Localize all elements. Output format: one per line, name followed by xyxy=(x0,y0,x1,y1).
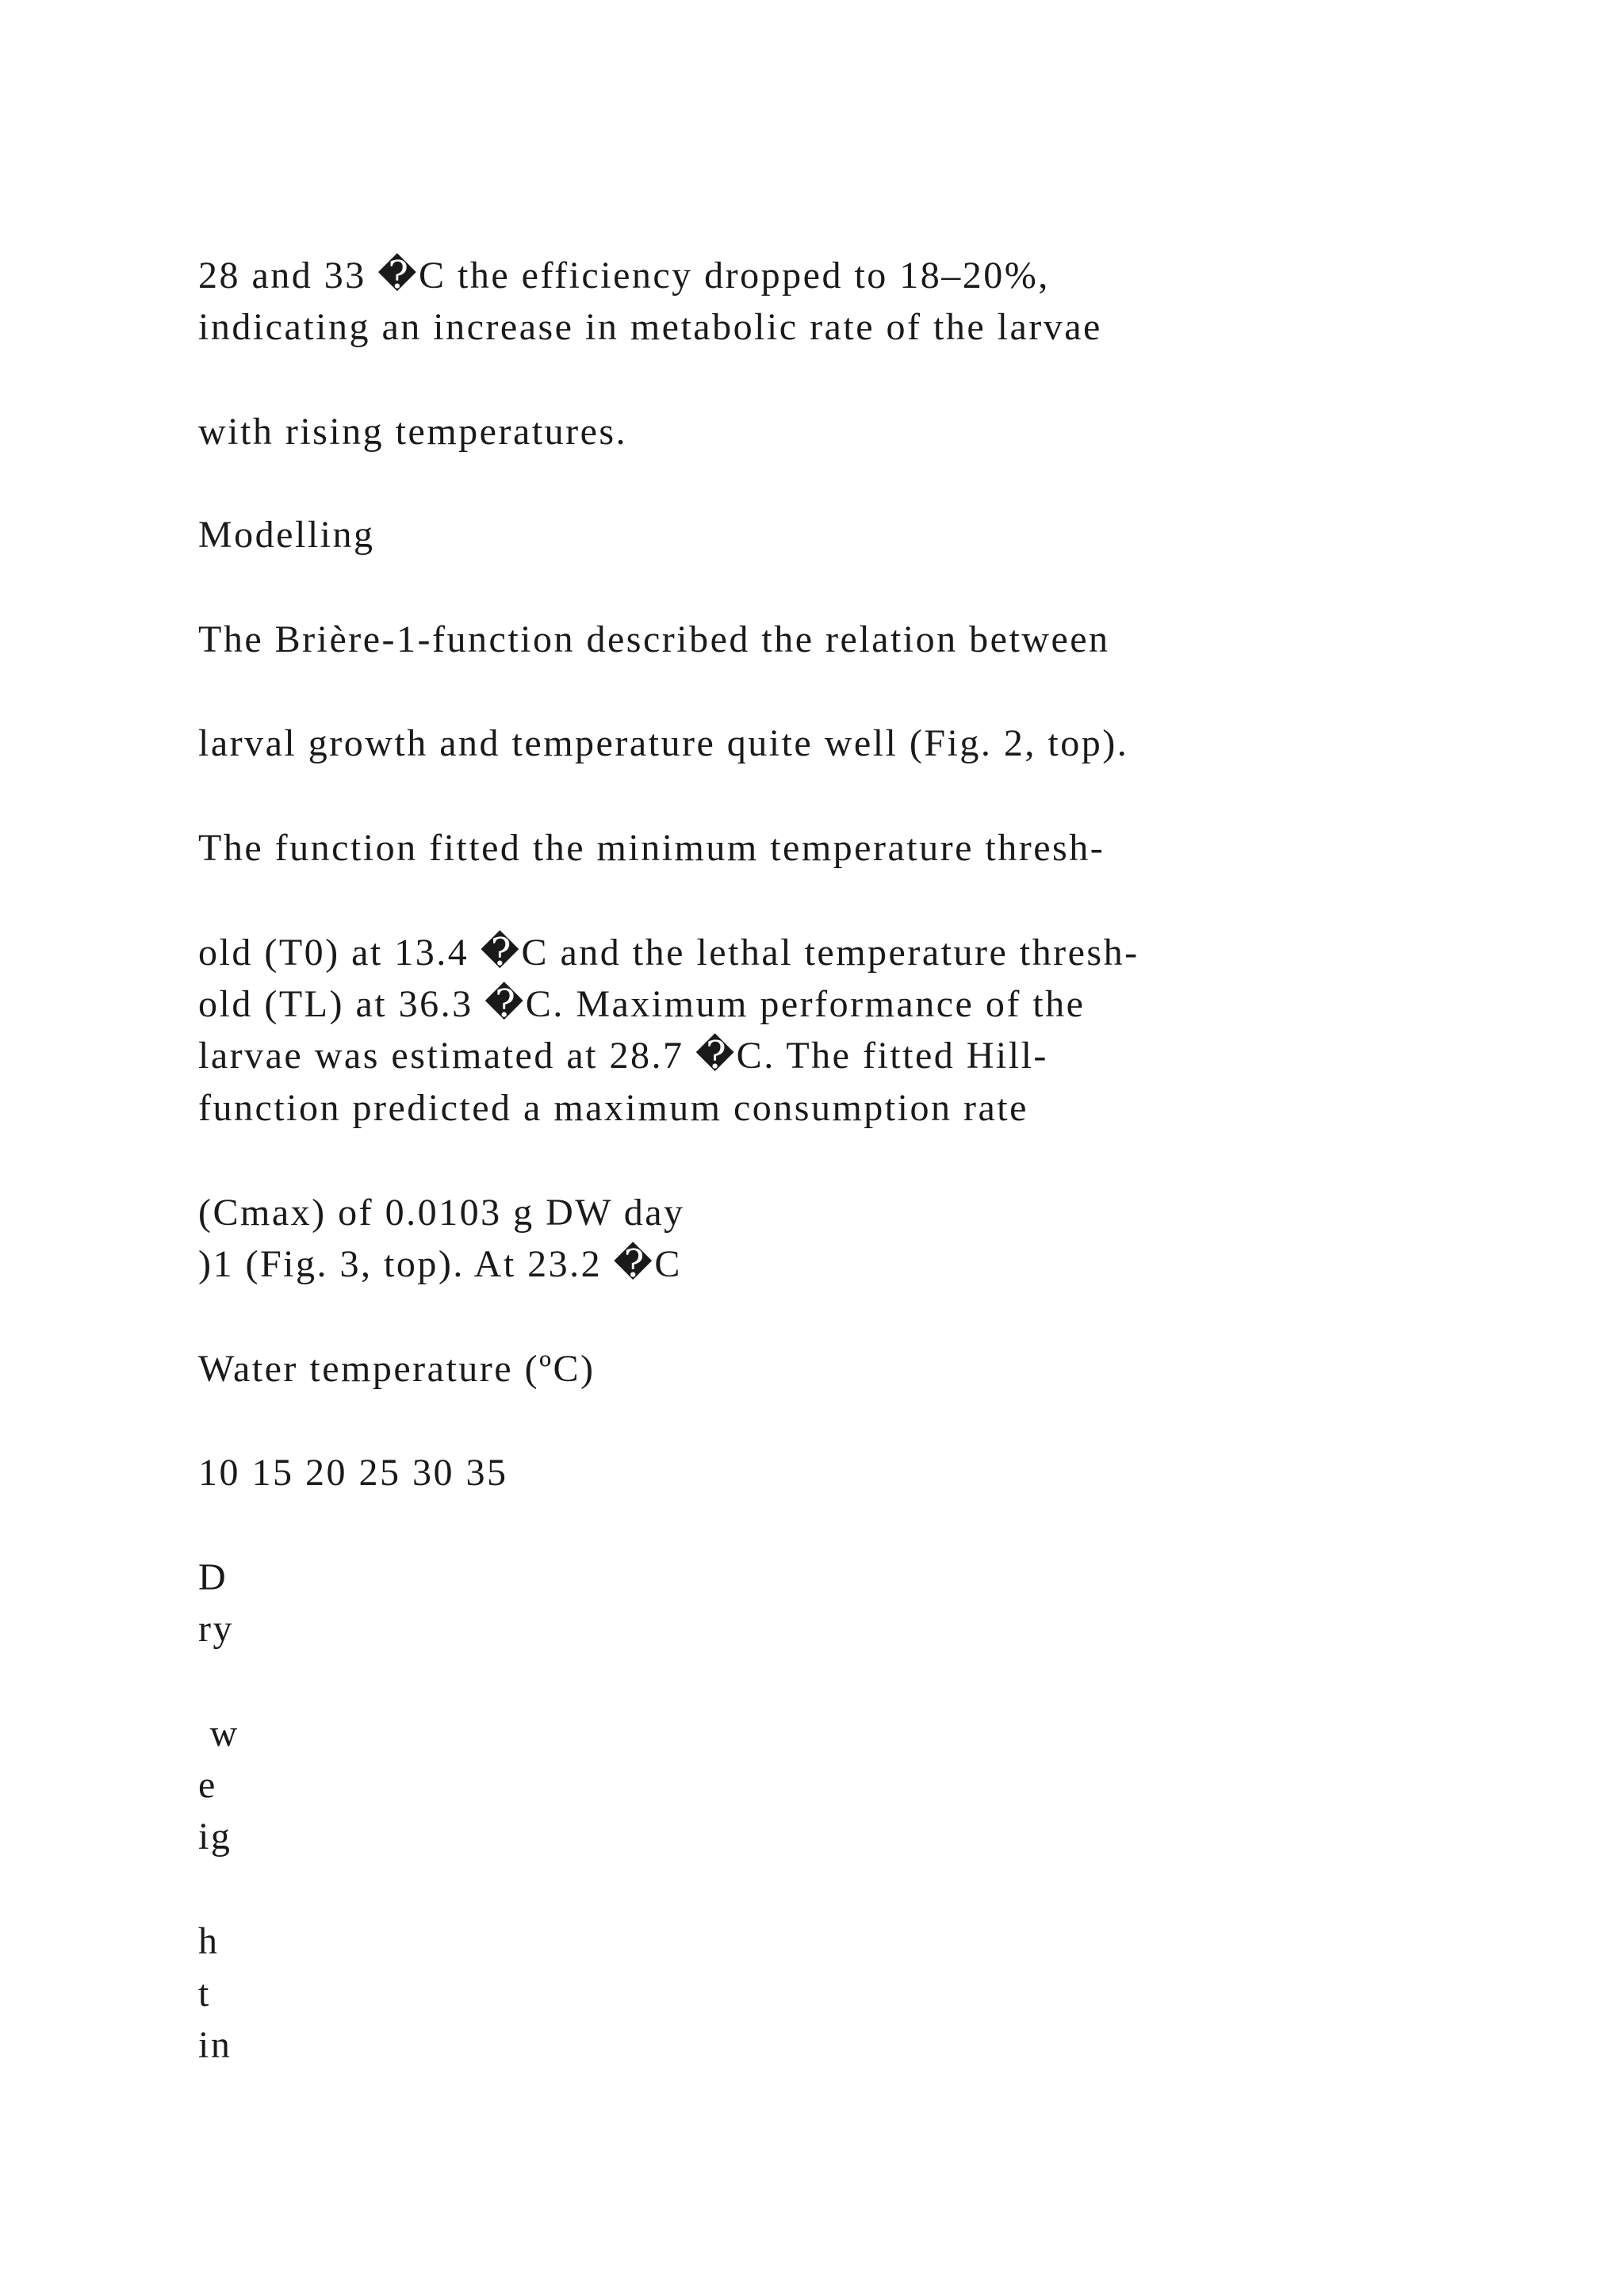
text-line: with rising temperatures. xyxy=(198,411,628,453)
text-fragment: D xyxy=(198,1556,228,1598)
text-line: old (T0) at 13.4 �C and the lethal temperature thresh- xyxy=(198,932,1139,974)
section-heading: Modelling xyxy=(198,514,375,556)
text-fragment: t xyxy=(198,1973,211,2015)
text-line: indicating an increase in metabolic rate of the larvae xyxy=(198,306,1102,348)
text-line: function predicted a maximum consumption rate xyxy=(198,1087,1028,1129)
text-fragment: h xyxy=(198,1920,220,1962)
text-line: )1 (Fig. 3, top). At 23.2 �C xyxy=(198,1243,682,1285)
text-fragment: ig xyxy=(198,1816,232,1858)
text-fragment: in xyxy=(198,2024,232,2066)
text-line: 28 and 33 �C the efficiency dropped to 18–20%, xyxy=(198,254,1050,297)
text-line: larval growth and temperature quite well (Fig. 2, top). xyxy=(198,722,1129,764)
text-line: (Cmax) of 0.0103 g DW day xyxy=(198,1192,685,1234)
text-line: The Brière-1-function described the relation between xyxy=(198,618,1110,660)
text-fragment: ry xyxy=(198,1608,234,1650)
text-fragment: w xyxy=(198,1712,239,1755)
axis-label-text: Water temperature (ºC) xyxy=(198,1348,596,1390)
axis-ticks-text: 10 15 20 25 30 35 xyxy=(198,1452,508,1494)
text-line: larvae was estimated at 28.7 �C. The fitted Hill- xyxy=(198,1035,1048,1077)
text-line: The function fitted the minimum temperature thresh- xyxy=(198,827,1105,869)
text-line: old (TL) at 36.3 �C. Maximum performance of the xyxy=(198,983,1086,1025)
text-fragment: e xyxy=(198,1764,217,1806)
